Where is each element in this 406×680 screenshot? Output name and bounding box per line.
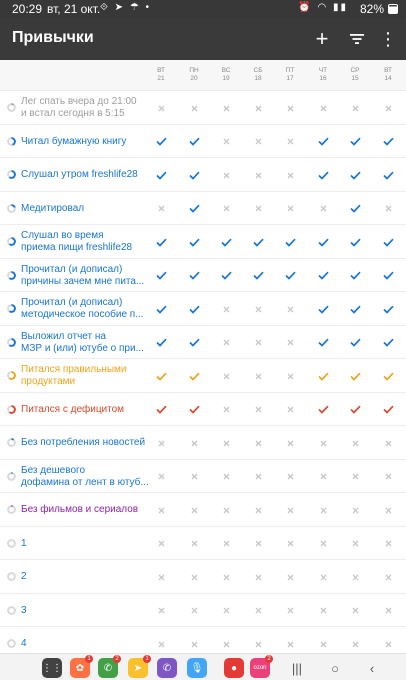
- habit-score-ring-icon: [7, 438, 16, 447]
- cross-icon[interactable]: [309, 202, 337, 216]
- cross-icon[interactable]: [147, 202, 175, 216]
- check-icon[interactable]: [341, 135, 369, 149]
- habit-score-ring-icon: [7, 237, 16, 246]
- check-icon[interactable]: [374, 168, 402, 182]
- system-status-icons: ⏰ ◠ ▮▮: [298, 2, 348, 13]
- day-header: [0, 60, 406, 91]
- habit-name-line: 3: [21, 604, 27, 616]
- day-number: 14: [384, 75, 392, 82]
- day-column-header: [147, 67, 175, 83]
- cross-icon[interactable]: [212, 570, 240, 584]
- cross-icon[interactable]: [276, 202, 304, 216]
- habit-name-line: и встал сегодня в 5:15: [21, 108, 125, 119]
- habit-name-line: Без дешевого: [21, 464, 85, 476]
- cross-icon[interactable]: [180, 436, 208, 450]
- home-button[interactable]: ○: [331, 660, 339, 676]
- status-date: вт, 21 окт.: [47, 2, 101, 16]
- habit-name-line: 4: [21, 638, 27, 649]
- habit-row[interactable]: [0, 527, 406, 561]
- cross-icon[interactable]: [180, 503, 208, 517]
- habit-row[interactable]: [0, 426, 406, 460]
- cross-icon[interactable]: [244, 537, 272, 551]
- cross-icon[interactable]: [309, 101, 337, 115]
- cross-icon[interactable]: [244, 336, 272, 350]
- cross-icon[interactable]: [374, 101, 402, 115]
- check-icon[interactable]: [244, 235, 272, 249]
- cross-icon[interactable]: [244, 135, 272, 149]
- cross-icon[interactable]: [180, 537, 208, 551]
- day-number: 15: [351, 75, 359, 82]
- cross-icon[interactable]: [244, 470, 272, 484]
- habit-row[interactable]: [0, 326, 406, 360]
- cross-icon[interactable]: [244, 202, 272, 216]
- habit-row[interactable]: [0, 560, 406, 594]
- cross-icon[interactable]: [244, 436, 272, 450]
- habit-name[interactable]: [21, 437, 151, 449]
- check-icon[interactable]: [341, 202, 369, 216]
- cross-icon[interactable]: [147, 503, 175, 517]
- check-icon[interactable]: [309, 403, 337, 417]
- check-icon[interactable]: [374, 235, 402, 249]
- cross-icon[interactable]: [374, 637, 402, 651]
- check-icon[interactable]: [180, 168, 208, 182]
- habit-name-line: 1: [21, 537, 27, 549]
- notification-badge: 2: [113, 655, 121, 663]
- check-icon[interactable]: [244, 269, 272, 283]
- habit-row[interactable]: [0, 158, 406, 192]
- check-icon[interactable]: [341, 302, 369, 316]
- cross-icon[interactable]: [276, 302, 304, 316]
- voice-assistant-icon[interactable]: [187, 658, 207, 678]
- notification-badge: 2: [265, 655, 273, 663]
- back-button[interactable]: ‹: [369, 660, 375, 676]
- viber-app-glyph: ✆: [162, 662, 172, 674]
- habit-name-line: причины зачем мне пита...: [21, 275, 145, 287]
- habit-row[interactable]: [0, 125, 406, 159]
- cross-icon[interactable]: [212, 302, 240, 316]
- cross-icon[interactable]: [244, 570, 272, 584]
- cross-icon[interactable]: [244, 369, 272, 383]
- habit-name-line: Без фильмов и сериалов: [21, 504, 139, 515]
- check-icon[interactable]: [212, 269, 240, 283]
- habit-row[interactable]: [0, 225, 406, 259]
- habit-name-line: методическое пособие п...: [21, 309, 144, 320]
- cross-icon[interactable]: [244, 101, 272, 115]
- filter-icon: [350, 33, 364, 45]
- habit-name[interactable]: [21, 465, 151, 489]
- habit-name[interactable]: [21, 136, 151, 148]
- day-column-header: [180, 67, 208, 83]
- cross-icon[interactable]: [276, 537, 304, 551]
- check-icon[interactable]: [147, 369, 175, 383]
- cross-icon[interactable]: [212, 403, 240, 417]
- check-icon[interactable]: [374, 336, 402, 350]
- cross-icon[interactable]: [341, 537, 369, 551]
- check-icon[interactable]: [341, 403, 369, 417]
- app-grid-glyph: ⋮⋮: [42, 662, 62, 674]
- habit-score-ring-icon: [7, 137, 16, 146]
- habit-name-line: Слушал во время: [21, 230, 104, 241]
- habit-list[interactable]: [0, 91, 406, 653]
- cross-icon[interactable]: [212, 369, 240, 383]
- day-of-week: ПТ: [285, 67, 295, 74]
- habit-row[interactable]: [0, 393, 406, 427]
- check-icon[interactable]: [212, 235, 240, 249]
- cross-icon[interactable]: [276, 336, 304, 350]
- day-of-week: ВТ: [157, 67, 165, 74]
- navigation-bar: [0, 653, 406, 680]
- notification-badge: 1: [85, 655, 93, 663]
- cross-icon[interactable]: [244, 503, 272, 517]
- cross-icon[interactable]: [309, 537, 337, 551]
- habit-name[interactable]: [21, 264, 151, 288]
- day-of-week: ЧТ: [318, 67, 328, 74]
- day-column-header: [341, 67, 369, 83]
- ozon-app-icon[interactable]: [250, 658, 270, 678]
- cross-icon[interactable]: [212, 436, 240, 450]
- cross-icon[interactable]: [212, 101, 240, 115]
- cross-icon[interactable]: [212, 503, 240, 517]
- habit-name[interactable]: [21, 96, 151, 120]
- day-number: 20: [190, 75, 198, 82]
- check-icon[interactable]: [180, 269, 208, 283]
- check-icon[interactable]: [147, 269, 175, 283]
- day-of-week: СБ: [253, 67, 263, 74]
- battery-icon: [388, 4, 398, 14]
- phone-app-glyph: ✆: [103, 662, 113, 674]
- check-icon[interactable]: [309, 135, 337, 149]
- ozon-app-glyph: ozon: [253, 665, 267, 671]
- habit-name[interactable]: [21, 404, 151, 416]
- check-icon[interactable]: [147, 168, 175, 182]
- check-icon[interactable]: [180, 135, 208, 149]
- cross-icon[interactable]: [244, 604, 272, 618]
- cross-icon[interactable]: [374, 202, 402, 216]
- day-of-week: ВТ: [384, 67, 392, 74]
- cross-icon[interactable]: [147, 604, 175, 618]
- tasks-app-icon[interactable]: [70, 658, 90, 678]
- habit-name-line: Медитировал: [21, 202, 85, 214]
- habit-name-line: Выложил отчет на: [21, 330, 106, 342]
- habit-row[interactable]: [0, 192, 406, 226]
- habit-score-ring-icon: [7, 405, 16, 414]
- habit-name[interactable]: [21, 605, 151, 617]
- habit-score-ring-icon: [7, 304, 16, 313]
- check-icon[interactable]: [341, 235, 369, 249]
- cross-icon[interactable]: [309, 436, 337, 450]
- habit-score-ring-icon: [7, 572, 16, 581]
- check-icon[interactable]: [147, 336, 175, 350]
- habit-name-line: Читал бумажную книгу: [21, 135, 127, 147]
- habit-row[interactable]: [0, 359, 406, 393]
- habit-name-line: Питался правильными: [21, 364, 127, 375]
- check-icon[interactable]: [147, 135, 175, 149]
- cross-icon[interactable]: [180, 101, 208, 115]
- habit-score-ring-icon: [7, 639, 16, 648]
- cross-icon[interactable]: [374, 537, 402, 551]
- day-of-week: СР: [350, 67, 360, 74]
- habit-name[interactable]: [21, 297, 151, 321]
- habit-score-ring-icon: [7, 271, 16, 280]
- day-number: 16: [319, 75, 327, 82]
- navigator-app-icon[interactable]: [128, 658, 148, 678]
- day-of-week: ВС: [221, 67, 231, 74]
- habit-name-line: Прочитал (и дописал): [21, 263, 123, 275]
- habit-row[interactable]: [0, 91, 406, 125]
- habit-name[interactable]: [21, 638, 151, 650]
- check-icon[interactable]: [147, 403, 175, 417]
- notification-icons: ⟐ ➤ ☂ •: [100, 2, 152, 13]
- tasks-app-glyph: ✿: [75, 662, 85, 674]
- viber-app-icon[interactable]: [157, 658, 177, 678]
- check-icon[interactable]: [309, 235, 337, 249]
- cross-icon[interactable]: [147, 537, 175, 551]
- cross-icon[interactable]: [276, 369, 304, 383]
- habit-name-line: приема пищи freshlife28: [21, 242, 133, 253]
- check-icon[interactable]: [309, 302, 337, 316]
- cross-icon[interactable]: [180, 470, 208, 484]
- habit-score-ring-icon: [7, 472, 16, 481]
- cross-icon[interactable]: [309, 503, 337, 517]
- cross-icon[interactable]: [276, 570, 304, 584]
- habit-score-ring-icon: [7, 606, 16, 615]
- day-column-header: [276, 67, 304, 83]
- habit-name[interactable]: [21, 169, 151, 181]
- cross-icon[interactable]: [276, 604, 304, 618]
- cross-icon[interactable]: [244, 403, 272, 417]
- cross-icon[interactable]: [147, 101, 175, 115]
- day-column-header: [374, 67, 402, 83]
- cross-icon[interactable]: [212, 537, 240, 551]
- cross-icon[interactable]: [212, 336, 240, 350]
- habit-name[interactable]: [21, 571, 151, 583]
- habit-name-line: продуктами: [21, 376, 76, 387]
- day-column-header: [212, 67, 240, 83]
- cross-icon[interactable]: [341, 637, 369, 651]
- cross-icon[interactable]: [212, 604, 240, 618]
- notification-badge: 1: [143, 655, 151, 663]
- cross-icon[interactable]: [244, 637, 272, 651]
- check-icon[interactable]: [309, 336, 337, 350]
- check-icon[interactable]: [374, 135, 402, 149]
- cross-icon[interactable]: [276, 470, 304, 484]
- habit-name-line: Слушал утром freshlife28: [21, 169, 138, 180]
- camera-app-icon[interactable]: [224, 658, 244, 678]
- habit-name[interactable]: [21, 230, 151, 254]
- cross-icon[interactable]: [341, 503, 369, 517]
- voice-assistant-glyph: 🎙: [190, 662, 204, 674]
- cross-icon[interactable]: [276, 403, 304, 417]
- cross-icon[interactable]: [374, 604, 402, 618]
- cross-icon[interactable]: [180, 604, 208, 618]
- cross-icon[interactable]: [180, 637, 208, 651]
- check-icon[interactable]: [374, 302, 402, 316]
- cross-icon[interactable]: [276, 101, 304, 115]
- more-options-button[interactable]: ⋮: [379, 28, 397, 49]
- camera-app-glyph: ●: [230, 662, 238, 674]
- status-time: 20:29: [12, 2, 43, 16]
- habit-score-ring-icon: [7, 539, 16, 548]
- habit-name[interactable]: [21, 364, 151, 388]
- cross-icon[interactable]: [147, 436, 175, 450]
- cross-icon[interactable]: [309, 570, 337, 584]
- page-title: Привычки: [12, 29, 94, 46]
- cross-icon[interactable]: [309, 470, 337, 484]
- cross-icon[interactable]: [309, 604, 337, 618]
- cross-icon[interactable]: [341, 570, 369, 584]
- check-icon[interactable]: [147, 235, 175, 249]
- cross-icon[interactable]: [244, 302, 272, 316]
- cross-icon[interactable]: [276, 168, 304, 182]
- app-grid-icon[interactable]: [42, 658, 62, 678]
- cross-icon[interactable]: [341, 101, 369, 115]
- habit-score-ring-icon: [7, 505, 16, 514]
- cross-icon[interactable]: [180, 570, 208, 584]
- check-icon[interactable]: [276, 269, 304, 283]
- cross-icon[interactable]: [276, 436, 304, 450]
- habit-score-ring-icon: [7, 204, 16, 213]
- habit-row[interactable]: [0, 259, 406, 293]
- cross-icon[interactable]: [276, 503, 304, 517]
- habit-name[interactable]: [21, 331, 151, 355]
- habit-score-ring-icon: [7, 170, 16, 179]
- cross-icon[interactable]: [147, 637, 175, 651]
- day-of-week: ПН: [189, 67, 199, 74]
- check-icon[interactable]: [341, 168, 369, 182]
- habit-row[interactable]: [0, 460, 406, 494]
- check-icon[interactable]: [341, 369, 369, 383]
- habit-name-line: МЗР и (или) ютубе о при...: [21, 342, 144, 354]
- cross-icon[interactable]: [276, 637, 304, 651]
- cross-icon[interactable]: [212, 135, 240, 149]
- check-icon[interactable]: [341, 269, 369, 283]
- habit-name[interactable]: [21, 504, 151, 516]
- habit-row[interactable]: [0, 493, 406, 527]
- navigator-app-glyph: ➤: [133, 662, 143, 674]
- check-icon[interactable]: [374, 403, 402, 417]
- habit-score-ring-icon: [7, 371, 16, 380]
- cross-icon[interactable]: [212, 470, 240, 484]
- check-icon[interactable]: [309, 369, 337, 383]
- habit-name-line: Прочитал (и дописал): [21, 297, 123, 308]
- cross-icon[interactable]: [212, 637, 240, 651]
- habit-name-line: 2: [21, 571, 27, 582]
- filter-button[interactable]: [345, 27, 369, 51]
- day-number: 21: [157, 75, 165, 82]
- habit-name-line: Лег спать вчера до 21:00: [21, 96, 137, 107]
- cross-icon[interactable]: [276, 135, 304, 149]
- day-number: 18: [254, 75, 262, 82]
- day-number: 17: [286, 75, 294, 82]
- check-icon[interactable]: [180, 302, 208, 316]
- habit-name-line: дофамина от лент в ютуб...: [21, 476, 149, 488]
- habit-row[interactable]: [0, 627, 406, 653]
- cross-icon[interactable]: [374, 503, 402, 517]
- cross-icon[interactable]: [341, 470, 369, 484]
- check-icon[interactable]: [309, 168, 337, 182]
- cross-icon[interactable]: [341, 604, 369, 618]
- cross-icon[interactable]: [374, 470, 402, 484]
- recents-button[interactable]: |||: [291, 660, 303, 676]
- phone-app-icon[interactable]: [98, 658, 118, 678]
- habit-row[interactable]: [0, 594, 406, 628]
- check-icon[interactable]: [180, 336, 208, 350]
- day-column-header: [309, 67, 337, 83]
- cross-icon[interactable]: [212, 168, 240, 182]
- day-column-header: [244, 67, 272, 83]
- check-icon[interactable]: [276, 235, 304, 249]
- habit-name[interactable]: [21, 538, 151, 550]
- cross-icon[interactable]: [147, 470, 175, 484]
- cross-icon[interactable]: [374, 436, 402, 450]
- habit-name-line: Питался с дефицитом: [21, 403, 125, 415]
- habit-row[interactable]: [0, 292, 406, 326]
- day-number: 19: [222, 75, 230, 82]
- check-icon[interactable]: [180, 235, 208, 249]
- cross-icon[interactable]: [341, 436, 369, 450]
- check-icon[interactable]: [374, 269, 402, 283]
- check-icon[interactable]: [180, 403, 208, 417]
- battery-percent: 82%: [359, 2, 384, 16]
- app-bar: [0, 18, 406, 60]
- status-bar: [0, 0, 406, 18]
- cross-icon[interactable]: [374, 570, 402, 584]
- check-icon[interactable]: [341, 336, 369, 350]
- cross-icon[interactable]: [309, 637, 337, 651]
- cross-icon[interactable]: [244, 168, 272, 182]
- check-icon[interactable]: [309, 269, 337, 283]
- add-habit-button[interactable]: +: [315, 26, 329, 51]
- habit-name-line: Без потребления новостей: [21, 437, 146, 448]
- habit-name[interactable]: [21, 203, 151, 215]
- cross-icon[interactable]: [147, 570, 175, 584]
- check-icon[interactable]: [180, 369, 208, 383]
- cross-icon[interactable]: [212, 202, 240, 216]
- check-icon[interactable]: [147, 302, 175, 316]
- check-icon[interactable]: [180, 202, 208, 216]
- habit-score-ring-icon: [7, 338, 16, 347]
- habit-score-ring-icon: [7, 103, 16, 112]
- check-icon[interactable]: [374, 369, 402, 383]
